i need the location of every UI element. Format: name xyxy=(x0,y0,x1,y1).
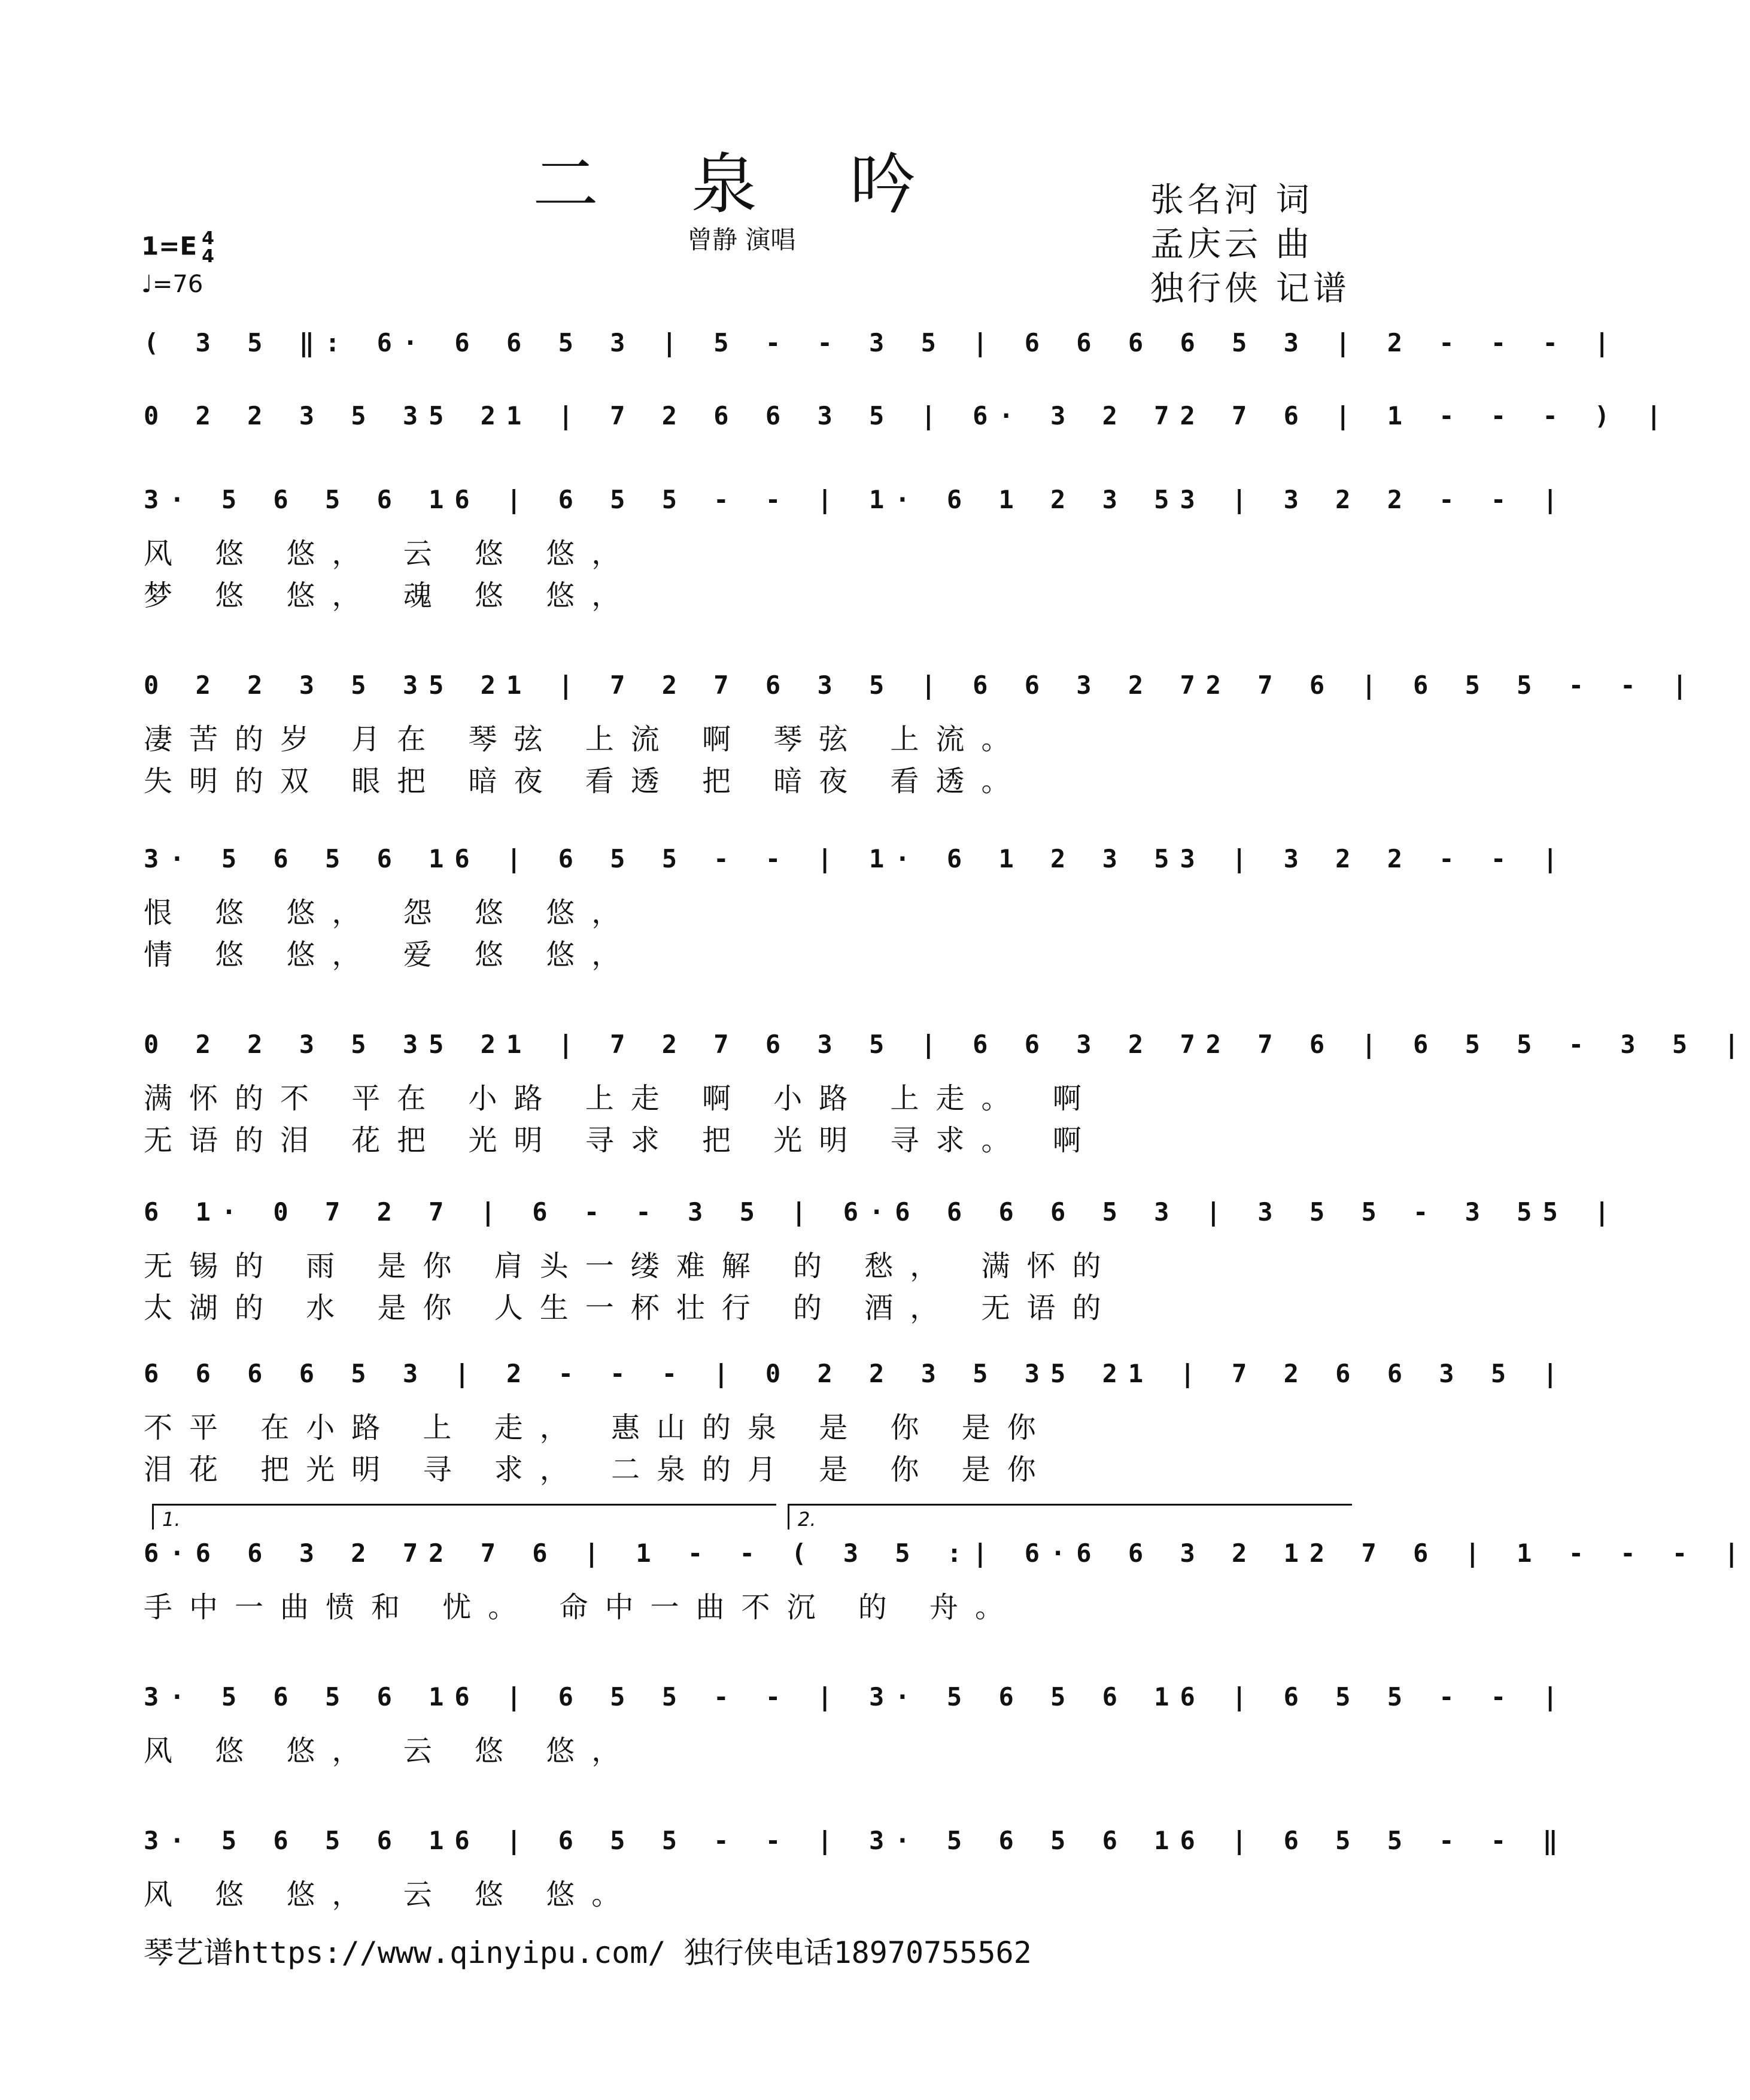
notation-line: 0 2 2 3 5 35 21 | 7 2 7 6 3 5 | 6 6 3 2 72 7 6 | 6 5 5 - - | xyxy=(144,670,1699,700)
score-system xyxy=(144,1682,1569,1802)
time-bottom: 4 xyxy=(202,246,214,267)
notation-line: 3· 5 6 5 6 16 | 6 5 5 - - | 3· 5 6 5 6 16 | 6 5 5 - - ‖ xyxy=(144,1826,1569,1855)
notation-line: 3· 5 6 5 6 16 | 6 5 5 - - | 1· 6 1 2 3 53 | 3 2 2 - - | xyxy=(144,844,1569,873)
lyric-line-1: 风 悠 悠， 云 悠 悠。 xyxy=(144,1878,637,1911)
key-label: 1=E xyxy=(141,231,198,261)
score-system xyxy=(144,1538,1750,1658)
score-system xyxy=(144,844,1569,972)
notation-line: 3· 5 6 5 6 16 | 6 5 5 - - | 1· 6 1 2 3 53 | 3 2 2 - - | xyxy=(144,485,1569,514)
key-signature xyxy=(141,230,214,266)
score-system xyxy=(144,1197,1621,1325)
lyric-line-2: 无语的泪 花把 光明 寻求 把 光明 寻求。 啊 xyxy=(144,1124,1098,1157)
notation-line: 6 6 6 6 5 3 | 2 - - - | 0 2 2 3 5 35 21 | 7 2 6 6 3 5 | xyxy=(144,1359,1569,1388)
score-system xyxy=(144,1030,1750,1157)
lyric-line-2: 太湖的 水 是你 人生一杯壮行 的 酒， 无语的 xyxy=(144,1291,1118,1325)
lyric-line-1: 满怀的不 平在 小路 上走 啊 小路 上走。 啊 xyxy=(144,1082,1098,1115)
lyric-line-1: 恨 悠 悠， 怨 悠 悠， xyxy=(144,896,637,930)
composer-credit: 孟庆云 曲 xyxy=(1150,225,1313,264)
first-ending-label: 1. xyxy=(162,1508,181,1531)
time-top: 4 xyxy=(202,228,214,249)
footer-source: 琴艺谱https://www.qinyipu.com/ 独行侠电话18970755562 xyxy=(144,1935,1032,1970)
transcriber-credit: 独行侠 记谱 xyxy=(1150,269,1350,308)
page-title: 二 泉 吟 xyxy=(533,146,952,223)
time-signature xyxy=(202,230,214,266)
lyric-line-2: 失明的双 眼把 暗夜 看透 把 暗夜 看透。 xyxy=(144,764,1027,798)
second-ending-bracket xyxy=(788,1504,1352,1530)
notation-line: 6·6 6 3 2 72 7 6 | 1 - - ( 3 5 :| 6·6 6 3 2 12 7 6 | 1 - - - | xyxy=(144,1538,1750,1568)
notation-line: 3· 5 6 5 6 16 | 6 5 5 - - | 3· 5 6 5 6 16 | 6 5 5 - - | xyxy=(144,1682,1569,1711)
lyric-line-1: 凄苦的岁 月在 琴弦 上流 啊 琴弦 上流。 xyxy=(144,723,1027,756)
lyric-line-1: 不平 在小路 上 走， 惠山的泉 是 你 是你 xyxy=(144,1411,1053,1444)
lyricist-credit: 张名河 词 xyxy=(1150,181,1313,220)
lyric-line-1: 无锡的 雨 是你 肩头一缕难解 的 愁， 满怀的 xyxy=(144,1249,1118,1283)
lyric-line-1: 风 悠 悠， 云 悠 悠， xyxy=(144,537,637,570)
notation-line: 0 2 2 3 5 35 21 | 7 2 7 6 3 5 | 6 6 3 2 72 7 6 | 6 5 5 - 3 5 | xyxy=(144,1030,1750,1059)
second-ending-label: 2. xyxy=(798,1508,816,1531)
score-system xyxy=(144,1826,1569,1946)
score-system xyxy=(144,1359,1569,1486)
notation-line: ( 3 5 ‖: 6· 6 6 5 3 | 5 - - 3 5 | 6 6 6 6 5 3 | 2 - - - | xyxy=(144,328,1621,357)
lyric-line-1: 手中一曲愤和 忧。 命中一曲不沉 的 舟。 xyxy=(144,1591,1021,1624)
first-ending-bracket xyxy=(152,1504,776,1530)
singer-credit: 曾静 演唱 xyxy=(687,225,796,254)
lyric-line-2: 情 悠 悠， 爱 悠 悠， xyxy=(144,938,637,972)
lyric-line-2: 梦 悠 悠， 魂 悠 悠， xyxy=(144,579,637,612)
score-system xyxy=(144,485,1569,612)
score-system xyxy=(144,670,1699,798)
lyric-line-2: 泪花 把光明 寻 求， 二泉的月 是 你 是你 xyxy=(144,1453,1053,1486)
lyric-line-1: 风 悠 悠， 云 悠 悠， xyxy=(144,1734,637,1768)
notation-line: 6 1· 0 7 2 7 | 6 - - 3 5 | 6·6 6 6 6 5 3 | 3 5 5 - 3 55 | xyxy=(144,1197,1621,1227)
notation-line: 0 2 2 3 5 35 21 | 7 2 6 6 3 5 | 6· 3 2 72 7 6 | 1 - - - ) | xyxy=(144,401,1672,430)
tempo-marking: ♩=76 xyxy=(141,271,203,298)
